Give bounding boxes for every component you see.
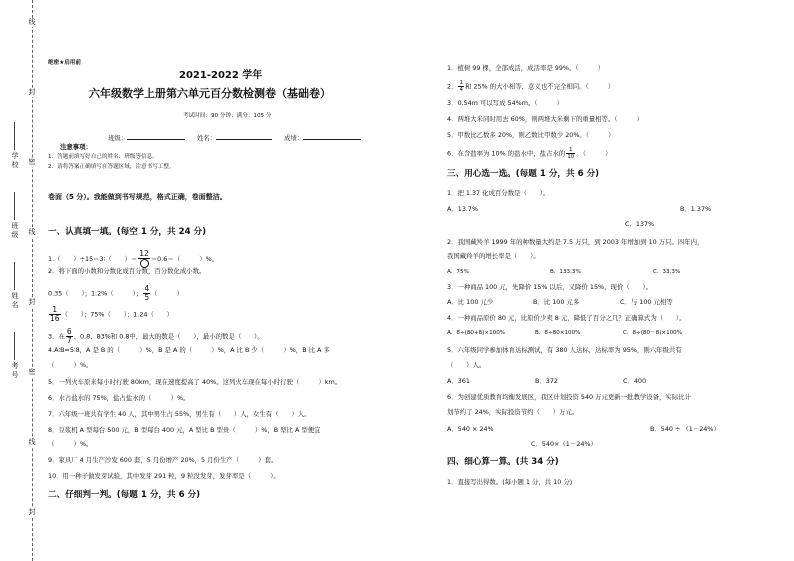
fraction: $\frac{6}{7}$ <box>66 327 72 345</box>
school-year: 2021-2022 学年 <box>179 70 263 81</box>
option-c[interactable]: C．8÷(80－8)×100% <box>623 330 683 336</box>
cut-char: 封 <box>26 88 38 97</box>
cut-char: 封 <box>26 298 38 307</box>
section-heading: 三、用心选一选。(每题 1 分，共 6 分) <box>447 169 600 179</box>
section-heading: 四、细心算一算。(共 34 分) <box>447 457 559 467</box>
option-b[interactable]: B．540 ÷ （1－24%） <box>650 425 720 433</box>
question-2: 2．将下面的小数和分数化成百分数，百分数化成小数。 <box>48 267 206 275</box>
notes-line: 2．请将答案正确填写在答题区域，注意书写工整。 <box>48 164 175 170</box>
question-2-row2: $\frac{1}{16}$ （ ）；75%（ ）；1.24（ ） <box>50 305 174 323</box>
fraction: $\frac{1}{16}$ <box>50 305 60 323</box>
choice-question-5-line2: （ ）人。 <box>447 361 486 369</box>
option-a[interactable]: A．75% <box>447 269 469 275</box>
question-2-row1: 0.35（ ）；1.2%（ ）； $\frac{4}{5}$ （ ） <box>48 284 184 302</box>
question-1: 1.（ ）÷15＝3∶（ ）＝ 12 ＝0.6＝（ ）%。 <box>48 250 218 268</box>
secret-mark: 绝密★启用前 <box>48 60 81 66</box>
section-heading: 一、认真填一填。(每空 1 分，共 24 分) <box>48 227 207 237</box>
neatness-note: 卷面（5 分）。我能做到书写规范，格式正确，卷面整洁。 <box>48 193 227 201</box>
question-8-line2: （ ）%。 <box>48 440 93 448</box>
choice-question-1: 1．把 1.37 化成百分数是（ ）。 <box>447 189 550 197</box>
judge-question-4: 4．两堆大米同时用去 60%，则两堆大米剩下的重量相等。（ ） <box>447 115 644 123</box>
question-4-line2: （ ）%。 <box>48 361 93 369</box>
choice-question-5: 5．六年级同学参加体育达标测试，有 380 人达标，达标率为 95%，则六年级共有 <box>447 346 682 354</box>
judge-question-3: 3．0.54m 可以写成 54%m。（ ） <box>447 99 564 107</box>
judge-question-2: 2． $\frac{1}{4}$ 和 25% 的大小相等，意义也不完全相同。（ ） <box>447 80 615 93</box>
school-label: 学校 <box>11 152 19 169</box>
question-3: 3．在 $\frac{6}{7}$ 、0.8、83%和 0.8中，最大的数是（ ），最小的数是（ ）。 <box>48 327 264 345</box>
page-title: 六年级数学上册第六单元百分数检测卷（基础卷） <box>89 87 331 100</box>
cut-char: 封 <box>26 508 38 517</box>
right-column <box>445 0 775 561</box>
name-field[interactable] <box>10 260 20 310</box>
fraction: $\frac{1}{10}$ <box>567 147 575 160</box>
option-b[interactable]: B．比 100 元多 <box>533 298 580 306</box>
cut-line <box>32 0 33 561</box>
question-10: 10．用一种子做发芽试验，其中发芽 291 粒，9 粒没发芽，发芽率是（ ）。 <box>48 472 280 480</box>
option-b[interactable]: B．1.37% <box>680 205 712 213</box>
binding-strip <box>6 0 40 561</box>
choice-question-6-line2: 划节约了 24%，实际投资节约（ ）万元。 <box>447 408 579 416</box>
choice-question-3: 3．一种商品 100 元，先降价 15% 以后，又降价 15%，现价（ ）。 <box>447 283 653 291</box>
cut-char: 密 <box>26 368 38 377</box>
exam-number-label: 考号 <box>11 362 19 379</box>
fraction: $\frac{1}{4}$ <box>459 80 464 93</box>
cut-char: 线 <box>26 438 38 447</box>
judge-question-1: 1．植树 99 棵，全部成活，成活率是 99%。（ ） <box>447 64 605 72</box>
choice-question-2-line2: 我国藏羚羊的增长率是（ ）。 <box>447 252 540 260</box>
question-4: 4.A∶B=5∶8，A 是 B 的（ ）%，B 是 A 的（ ）%，A 比 B 少（ ）%，B 比 A 多 <box>48 346 330 354</box>
judge-question-5: 5．甲数比乙数多 20%，则乙数比甲数少 20%。（ ） <box>447 131 615 139</box>
question-8: 8．豆浆机 A 型每台 500 元，B 型每台 400 元，A 型比 B 型贵（ ）%，B 型比 A 型便宜 <box>48 426 321 434</box>
option-b[interactable]: B．133.3% <box>550 269 581 275</box>
option-a[interactable]: A．540 × 24% <box>447 425 494 433</box>
fraction: 12 <box>138 250 150 268</box>
option-b[interactable]: B．372 <box>535 377 558 385</box>
notes-heading: 注意事项： <box>60 143 92 151</box>
option-c[interactable]: C．33.3% <box>653 269 681 275</box>
school-field[interactable] <box>10 120 20 170</box>
class-label-vertical: 班级 <box>11 222 19 239</box>
fraction: $\frac{4}{5}$ <box>144 284 150 302</box>
class-label: 班级： <box>108 134 128 142</box>
option-a[interactable]: A．13.7% <box>447 205 479 213</box>
choice-question-6: 6．为创建优质教育均衡发展区，我区计划投资 540 万元更新一批教学设备，实际比计 <box>447 393 691 401</box>
option-a[interactable]: A．比 100 元少 <box>447 298 494 306</box>
name-label-vertical: 姓名 <box>11 292 19 309</box>
left-column <box>46 0 426 561</box>
question-6: 6．水占盐水的 75%，盐占盐水的（ ）%。 <box>48 394 190 402</box>
option-c[interactable]: C．137% <box>625 220 655 228</box>
option-c[interactable]: C．与 100 元相等 <box>620 298 673 306</box>
question-7: 7．六年级一班共有学生 40 人，其中男生占 55%，男生有（ ）人，女生有（ ）人。 <box>48 410 311 418</box>
cut-char: 线 <box>26 18 38 27</box>
score-entry[interactable] <box>284 132 361 143</box>
class-field[interactable] <box>10 190 20 240</box>
exam-info: 考试时间：90 分钟；满分：105 分 <box>183 113 272 119</box>
name-label: 姓名： <box>197 134 217 142</box>
score-label: 成绩： <box>284 134 304 142</box>
cut-char: 线 <box>26 228 38 237</box>
judge-question-6: 6．在含盐率为 10% 的盐水中，盐占水的 $\frac{1}{10}$ 。（ ） <box>447 147 612 160</box>
option-c[interactable]: C．400 <box>623 377 647 385</box>
option-a[interactable]: A．361 <box>447 377 470 385</box>
calc-question-1: 1．直接写出得数。(每小题 1 分，共 10 分) <box>447 478 573 486</box>
option-b[interactable]: B．8÷80×100% <box>535 330 581 336</box>
choice-question-4: 4．一种商品原价 80 元，比原价少卖 8 元，降低了百分之几？正确算式为（ ）。 <box>447 314 686 322</box>
choice-question-2: 2．我国藏羚羊 1999 年的种数量大约是 7.5 万只，到 2003 年增加到 10 万只。四年内， <box>447 238 704 246</box>
option-a[interactable]: A．8÷(80+8)×100% <box>447 330 506 336</box>
name-entry[interactable] <box>197 132 272 143</box>
cut-char: 密 <box>26 158 38 167</box>
question-5: 5．一列火车原来每小时行驶 80km，现在速度提高了 40%。这列火车现在每小时行驶（ ）km。 <box>48 378 342 386</box>
question-9: 9．家具厂 4 月生产沙发 600 套，5 月份增产 20%，5 月份生产（ ）套。 <box>48 456 278 464</box>
notes-line: 1．答题前填写好自己的姓名、班级等信息。 <box>48 154 158 160</box>
exam-number-field[interactable] <box>10 330 20 380</box>
class-entry[interactable] <box>108 132 185 143</box>
section-heading: 二、仔细判一判。(每题 1 分，共 6 分) <box>48 490 201 500</box>
option-c[interactable]: C．540×（1－24%） <box>531 440 597 448</box>
